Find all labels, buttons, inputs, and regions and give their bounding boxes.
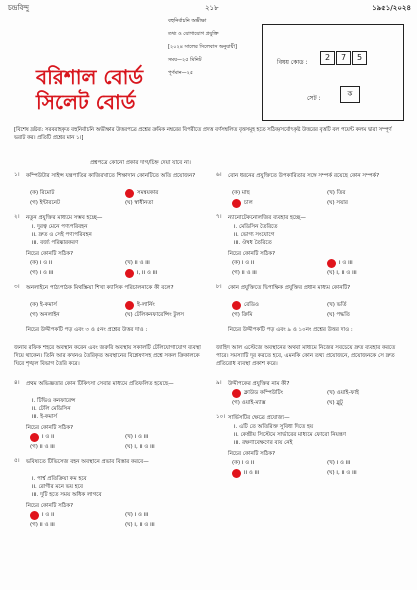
answer-option: (ঘ) সয়ার [327, 200, 348, 206]
statement-item: iii. ই-কমার্স [32, 414, 58, 420]
question-stem: নিচের উদ্দীপকটি পড় এবং ৩ ও ৫নং প্রশ্নের উত্তর দাও : [26, 327, 148, 333]
answer-option: (খ) ভর্তি [327, 302, 347, 308]
answer-option: (ঘ) ব্লুটু [327, 400, 343, 406]
answer-option: ক্লাউড কম্পিউটিং [244, 390, 283, 396]
answer-option: (ঘ) পদ্ধতি [327, 312, 350, 318]
answer-option: (গ) ক্রিমি [232, 312, 253, 318]
question-number: ৮। [216, 284, 222, 290]
answer-option: i ও ii [42, 512, 55, 518]
set-code-label: সেট : [307, 95, 321, 102]
question-stem: নিচের কোনটি সঠিক? [26, 425, 73, 431]
statement-item: iii. বর্জ্য পরিষ্কারকরণ [32, 240, 79, 246]
question-stem: উদ্দীপকের প্রযুক্তির নাম কী? [228, 381, 290, 387]
answer-option: রেডিও [244, 302, 259, 308]
board-title-sylhet: সিলেট বোর্ড [36, 90, 136, 114]
filled-answer-bubble [232, 389, 241, 398]
statement-item: i. টিভিও কনফারেন্স [32, 398, 76, 404]
filled-answer-bubble [327, 259, 336, 268]
question-stem: নিচের কোনটি সঠিক? [228, 251, 275, 257]
meta-time: সময়—২৫ মিনিট [168, 57, 202, 63]
statement-item: ii. রোগীর মনে ভয় হবে [32, 484, 83, 490]
question-stem: নিচের কোনটি সঠিক? [26, 251, 73, 257]
answer-option: (ঘ) টেলিকনফারেন্সিং টুলস [125, 312, 185, 318]
answer-option: (ক) রিমোট [30, 190, 55, 196]
answer-option: সমন্বয়কার [137, 190, 159, 196]
statement-item: i. মেডিসিন তৈরিতে [234, 224, 278, 230]
question-stem: ভবিষ্যতে টিভিসেজ বহন অবস্থানে প্রভাব বিস্তার করবে— [26, 459, 149, 465]
subject-code-label: বিষয় কোড : [277, 59, 308, 66]
instructions: [বিশেষ দ্রষ্টব্য: সরবরাহকৃত বহুনির্বাচনি অভীক্ষার উত্তরপত্রে প্রশ্নের ক্রমিক নম্বরের বিপরীতে প্রদত্ত বর্ণসম্বলিত বৃত্তসমূহ হতে সঠিক/সর্বোৎকৃষ্ট উত্তরের বৃত্তটি বল পয়েন্ট কলম দ্বারা সম্পূর্ণ ভরাট কর। প্রতিটি প্রশ্নের মান ১।] [14, 127, 392, 141]
answer-option: (খ) তির [327, 190, 346, 196]
board-title-barishal: বরিশাল বোর্ড [36, 65, 144, 89]
question-stem: কোন প্রযুক্তিতে দ্বিপাক্ষিক প্রযুক্তির প্রধান মাধ্যম কোনটি? [228, 285, 351, 291]
question-number: ৩। [14, 284, 20, 290]
question-stem: অনলাইনে পাঠ্যপাঠক মিথস্ক্রিয়া শিখা ক্যাসিক পরিচালনাকে কী বলে? [26, 285, 174, 291]
statement-item: i. এটি তে অতিরিক্ত সুবিধা দিতে হয় [234, 424, 314, 430]
stimulus-passage: জনাব রফিক শহরে অবস্থান করেন এবং জরুরি অবস্থায় সকালটি টেলিযোগাযোগ ব্যবস্থা দিয়ে থাকেন। তিনি আর কখনও তৈরিকৃত অবস্থানের বিশ্লেষণসহ প্রশ্নে সকল ক্রিকালকে ঘিরে শৃঙ্খল বিভাগ তৈরি করে। [14, 345, 201, 367]
answer-option: (ক) i ও ii [232, 260, 255, 266]
question-number: ৫। [14, 458, 20, 464]
meta-exam-type: বহুনির্বাচনি অভীক্ষা [168, 18, 207, 24]
answer-option: (খ) ii ও iii [125, 260, 150, 266]
question-number: ১। [14, 172, 20, 178]
question-number: ১০। [216, 414, 226, 420]
answer-option: চাল [244, 200, 253, 206]
statement-item: i. দুরত্ব মেনে পণ্যপরিবহন [32, 224, 88, 230]
page-number: ২১৮ [205, 4, 219, 12]
question-number: ২। [14, 214, 20, 220]
answer-option: (গ) ii ও iii [30, 522, 55, 528]
answer-option: i ও ii [42, 434, 55, 440]
question-stem: সার্ভিসটির ক্ষেত্রে প্রযোজ্য— [228, 415, 290, 421]
answer-option: (ক) i ও ii [232, 460, 255, 466]
answer-option: (ঘ) i, ii ও iii [327, 470, 357, 476]
answer-option: (খ) ওয়াই-ফাই [327, 390, 359, 396]
answer-option: (গ) অনলাইন [30, 312, 60, 318]
stimulus-passage: জাহিদ আল এস্টেজে অবস্থানের অথবা মাধ্যমে নিজের সবচেয়ে দ্রুত ব্যবহার করতে পারে। সমস্যাটি দূর করতে হবে, এমনকি কোন তথ্য প্রয়োজনে, প্রয়োজনকে সে দ্রুত প্রতিরোধ ব্যবস্থা প্রকাশ করে। [216, 345, 396, 367]
filled-answer-bubble [232, 199, 241, 208]
marking-note: প্রশ্নপত্রে কোনো প্রকার দাগ/চিহ্ন দেয়া যাবে না। [90, 160, 191, 166]
filled-answer-bubble [125, 269, 134, 278]
question-stem: বোন ধরনের প্রযুক্তিতে উপকারিতার সঙ্গে সম্পর্ক রয়েছে কোন সম্পর্ক? [228, 173, 380, 179]
question-number: ৬। [216, 172, 222, 178]
answer-option: (গ) i ও iii [30, 270, 54, 276]
subject-code-digit: 5 [352, 51, 367, 65]
meta-subject: তথ্য ও যোগাযোগ প্রযুক্তি [168, 31, 219, 37]
question-stem: নিচের কোনটি সঠিক? [26, 503, 73, 509]
answer-option: (গ) ইন্টারনেট [30, 200, 60, 206]
answer-option: (ঘ) i, ii ও iii [125, 444, 155, 450]
answer-option: ই-লার্নিং [137, 302, 155, 308]
answer-option: (ঘ) i, ii ও iii [327, 270, 357, 276]
filled-answer-bubble [30, 511, 39, 520]
meta-syllabus: [২০২৪ সালের সিলেবাস অনুযায়ী] [168, 44, 237, 50]
statement-item: iii. ঔষধ তৈরিতে [234, 240, 272, 246]
statement-item: iii. দুটি হতে সময় অধিক লাগবে [32, 492, 102, 498]
subject-code-digit: 2 [320, 51, 335, 65]
statement-item: iii. রক্ষণাবেক্ষণের ব্যয় নেই [234, 440, 293, 446]
answer-option: (ক) মাছ [232, 190, 250, 196]
statement-item: ii. ভোগ্য সংযোগে [234, 232, 275, 238]
statement-item: i. পার্শ্ব প্রতিক্রিয়া কম হবে [32, 476, 87, 482]
filled-answer-bubble [232, 469, 241, 478]
subject-code-digit: 7 [336, 51, 351, 65]
answer-option: i, ii ও iii [137, 270, 158, 276]
answer-option: (ঘ) স্বাধীনতা [125, 200, 154, 206]
answer-option: (ক) i ও ii [30, 260, 53, 266]
question-stem: ন্যানোটেকনোলজির ব্যবহার হচ্ছে— [228, 215, 306, 221]
answer-option: (খ) i ও iii [327, 460, 351, 466]
filled-answer-bubble [125, 189, 134, 198]
code-box [262, 24, 404, 121]
filled-answer-bubble [232, 301, 241, 310]
exam-meta [168, 15, 258, 80]
answer-option: (গ) ii ও iii [30, 444, 55, 450]
question-stem: প্রথম অভিজ্ঞতার কোন টিকিৎসা সেবার মাধ্যমে প্রতিফলিত হয়েছে— [26, 381, 174, 387]
set-code-value: ক [340, 86, 360, 103]
question-stem: নিচের কোনটি সঠিক? [228, 451, 275, 457]
question-stem: নতুন প্রযুক্তির মাধ্যমে সম্ভব হচ্ছে— [26, 215, 103, 221]
series-number: ১৯৫১/২০২৪ [372, 4, 411, 12]
answer-option: (খ) i ও iii [125, 434, 149, 440]
answer-option: (ক) ই-কমার্স [30, 302, 57, 308]
filled-answer-bubble [30, 433, 39, 442]
statement-item: ii. টেলি মেডিসিন [32, 406, 71, 412]
question-stem: কম্পিউটার সাইন্স যন্ত্রপাতির কাজিরখাতে শিক্ষাদান কোনটিতে অতি প্রয়োজন? [26, 173, 196, 179]
question-number: ৯। [216, 380, 222, 386]
statement-item: ii. দ্রুত ও সেই পণ্যপরিবহন [32, 232, 92, 238]
answer-option: (গ) ii ও iii [232, 270, 257, 276]
filled-answer-bubble [125, 301, 134, 310]
answer-option: (খ) i ও iii [125, 512, 149, 518]
statement-item: ii. কেন্দ্রীয় সিস্টেমে সার্ভারের মাধ্যমে ফোরো নিয়ন্ত্রণ [234, 432, 346, 438]
answer-option: i ও iii [339, 260, 353, 266]
meta-full-marks: পূর্ণমান—২৫ [168, 70, 194, 76]
question-number: ৪। [14, 380, 20, 386]
header-left: চন্দ্রবিন্দু [8, 4, 29, 12]
question-number: ৭। [216, 214, 222, 220]
question-stem: নিচের উদ্দীপকটি পড় এবং ৯ ও ১০নং প্রশ্নের উত্তর দাও : [228, 327, 353, 333]
answer-option: ii ও iii [244, 470, 260, 476]
answer-option: (ঘ) i, ii ও iii [125, 522, 155, 528]
answer-option: (গ) ওয়াই-ম্যাক্স [232, 400, 266, 406]
